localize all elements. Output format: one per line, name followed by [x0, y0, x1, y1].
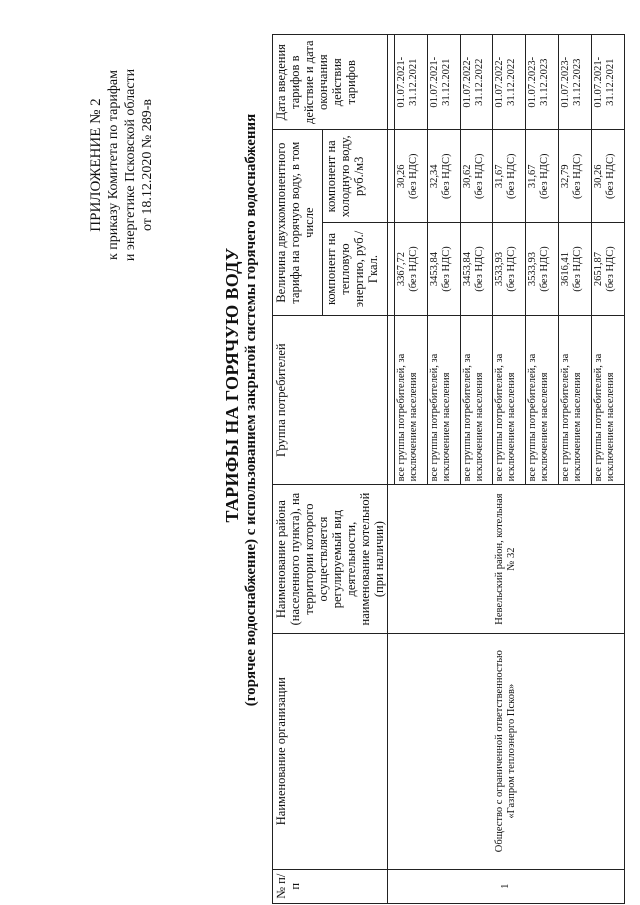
- consumer-group: все группы потребителей, за исключением населения: [527, 353, 551, 482]
- document-subtitle: (горячее водоснабжение) с использованием закрытой системы горячего водоснабжения: [243, 113, 259, 707]
- cold-vat-note: (без НДС): [440, 153, 452, 200]
- date-range: 01.07.2021-31.12.2021: [593, 56, 617, 108]
- consumer-group: все группы потребителей, за исключением населения: [395, 353, 419, 482]
- heat-value: 3367,72: [395, 251, 407, 287]
- date-range-cell: [427, 35, 460, 130]
- consumer-group-cell: [394, 315, 427, 485]
- consumer-group: все группы потребителей, за исключением населения: [461, 353, 485, 482]
- header-area: Наименование района (населенного пункта), на территории которого осуществляется регулируемый вид деятельности, наименование котельной (при наличии): [273, 485, 388, 633]
- header-heat-component: компонент на тепловую энергию, руб./Гкал.: [323, 223, 388, 316]
- heat-component-cell: [427, 223, 460, 316]
- date-range-cell: [460, 35, 493, 130]
- heat-value: 3616,41: [560, 251, 572, 287]
- cold-value: 32,79: [560, 164, 572, 189]
- date-range-cell: [559, 35, 592, 130]
- appendix-line: от 18.12.2020 № 289-в: [140, 98, 155, 232]
- date-range: 01.07.2021-31.12.2021: [428, 56, 452, 108]
- cold-vat-note: (без НДС): [539, 153, 551, 200]
- header-organization: Наименование организации: [273, 633, 388, 869]
- heat-vat-note: (без НДС): [440, 246, 452, 292]
- date-range: 01.07.2021-31.12.2021: [395, 56, 419, 108]
- appendix-line: к приказу Комитета по тарифам: [106, 69, 121, 261]
- heat-value: 3533,93: [527, 251, 539, 287]
- row-number: 1: [388, 869, 625, 903]
- header-cold-component: компонент на холодную воду, руб./м3: [323, 130, 388, 223]
- heat-component-cell: [592, 223, 625, 316]
- consumer-group-cell: [493, 315, 526, 485]
- header-date: Дата введения тарифов в действие и дата окончания действия тарифов: [273, 35, 388, 130]
- table-body: [388, 35, 625, 904]
- cold-vat-note: (без НДС): [473, 153, 485, 200]
- consumer-group: все группы потребителей, за исключением населения: [494, 353, 518, 482]
- cold-component-cell: [493, 130, 526, 223]
- heat-vat-note: (без НДС): [407, 246, 419, 292]
- cold-vat-note: (без НДС): [572, 153, 584, 200]
- consumer-group: все группы потребителей, за исключением населения: [428, 353, 452, 482]
- cold-value: 32,34: [428, 164, 440, 189]
- heat-vat-note: (без НДС): [506, 246, 518, 292]
- appendix-title: ПРИЛОЖЕНИЕ № 2: [88, 98, 104, 232]
- cold-value: 31,67: [494, 164, 506, 189]
- document-title: ТАРИФЫ НА ГОРЯЧУЮ ВОДУ: [222, 247, 242, 523]
- heat-component-cell: [493, 223, 526, 316]
- consumer-group-cell: [526, 315, 559, 485]
- header-tariff: Величина двухкомпонентного тарифа на горячую воду, в том числе: [273, 130, 323, 315]
- heat-vat-note: (без НДС): [572, 246, 584, 292]
- organization-name: Общество с ограниченной ответственностью «Газпром теплоэнерго Псков»: [388, 633, 625, 869]
- cold-component-cell: [460, 130, 493, 223]
- consumer-group-cell: [559, 315, 592, 485]
- date-range-cell: [526, 35, 559, 130]
- heat-component-cell: [526, 223, 559, 316]
- consumer-group-cell: [460, 315, 493, 485]
- heat-component-cell: [394, 223, 427, 316]
- cold-component-cell: [526, 130, 559, 223]
- header-group: Группа потребителей: [273, 315, 388, 485]
- cold-value: 30,26: [593, 164, 605, 189]
- cold-component-cell: [559, 130, 592, 223]
- heat-value: 3453,84: [428, 251, 440, 287]
- date-range-cell: [592, 35, 625, 130]
- header-num: № п/п: [273, 869, 388, 903]
- date-range: 01.07.2022-31.12.2022: [494, 56, 518, 108]
- consumer-group-cell: [592, 315, 625, 485]
- date-range: 01.07.2023-31.12.2023: [527, 56, 551, 108]
- heat-component-cell: [460, 223, 493, 316]
- date-range: 01.07.2023-31.12.2023: [560, 56, 584, 108]
- heat-value: 3533,93: [494, 251, 506, 287]
- cold-vat-note: (без НДС): [506, 153, 518, 200]
- heat-value: 3453,84: [461, 251, 473, 287]
- cold-value: 30,62: [461, 164, 473, 189]
- consumer-group: все группы потребителей, за исключением населения: [593, 353, 617, 482]
- cold-value: 30,26: [395, 164, 407, 189]
- appendix-block: [88, 5, 156, 325]
- cold-component-cell: [394, 130, 427, 223]
- consumer-group: все группы потребителей, за исключением населения: [560, 353, 584, 482]
- cold-vat-note: (без НДС): [407, 153, 419, 200]
- heat-vat-note: (без НДС): [539, 246, 551, 292]
- cold-vat-note: (без НДС): [605, 153, 617, 200]
- tariff-table: [272, 34, 625, 904]
- cold-component-cell: [427, 130, 460, 223]
- heat-vat-note: (без НДС): [473, 246, 485, 292]
- appendix-line: и энергетике Псковской области: [123, 68, 138, 262]
- heat-component-cell: [559, 223, 592, 316]
- consumer-group-cell: [427, 315, 460, 485]
- date-range: 01.07.2022-31.12.2022: [461, 56, 485, 108]
- date-range-cell: [394, 35, 427, 130]
- cold-component-cell: [592, 130, 625, 223]
- heat-vat-note: (без НДС): [605, 246, 617, 292]
- area-name: Невельский район, котельная № 32: [388, 485, 625, 633]
- cold-value: 31,67: [527, 164, 539, 189]
- heat-value: 2651,87: [593, 251, 605, 287]
- spacer-row: [388, 35, 395, 904]
- date-range-cell: [493, 35, 526, 130]
